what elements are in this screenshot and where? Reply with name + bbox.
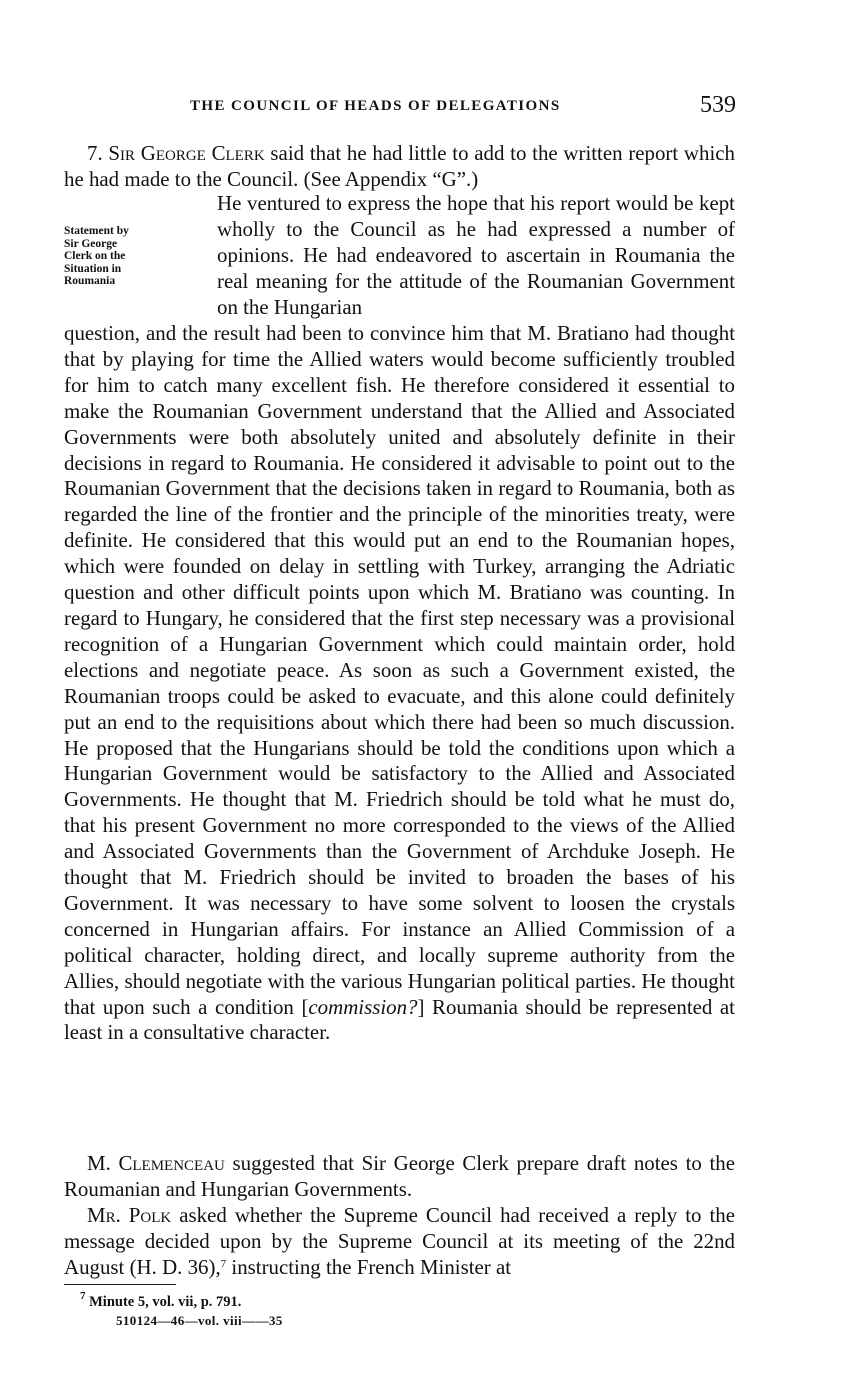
- item-7-body-text: question, and the result had been to convince him that M. Bratiano had thought that by playing for time the Allied waters would become sufficiently troubled for him to catch many excellent fish. He therefore considered it essential to make the Roumanian Government understand that the Allied and Associated Governments were both absolutely united and absolutely definite in their decisions in regard to Roumania. He considered it advisable to point out to the Roumanian Government that the decisions taken in regard to Roumania, both as regarded the line of the frontier and the principle of the minorities treaty, were definite. He considered that this would put an end to the Roumanian hopes, which were founded on delay in settling with Turkey, arranging the Adriatic question and other difficult points upon which M. Bratiano was counting. In regard to Hungary, he considered that the first step necessary was a provisional recognition of a Hungarian Government which could maintain order, hold elections and negotiate peace. As soon as such a Government existed, the Roumanian troops could be asked to evacuate, and this alone could definitely put an end to the requisitions about which there had been so much discussion. He proposed that the Hungarians should be told the conditions upon which a Hungarian Government would be satisfactory to the Allied and Associated Governments. He thought that M. Friedrich should be told what he must do, that his present Government no more corresponded to the views of the Allied and Associated Governments than the Government of Archduke Joseph. He thought that M. Friedrich should be invited to broaden the bases of his Government. It was necessary to have some solvent to loosen the crystals concerned in Hungarian affairs. For instance an Allied Commission of a political character, holding direct, and locally supreme authority from the Allies, should negotiate with the various Hungarian political parties. He thought that upon such a condition [: [64, 321, 735, 1019]
- speaker-polk: Mr. Polk: [87, 1203, 172, 1227]
- footnote-text: Minute 5, vol. vii, p. 791.: [85, 1294, 242, 1310]
- speaker-clemenceau: M. Clemenceau: [87, 1151, 225, 1175]
- footnote-rule: [64, 1284, 176, 1285]
- printer-imprint: 510124—46—vol. viii——35: [116, 1313, 283, 1328]
- item-7-body: [64, 321, 735, 1046]
- bracketed-commission: commission?: [308, 994, 418, 1019]
- footnote-reference: 7: [220, 1257, 227, 1270]
- polk-text-end: instructing the French Minister at: [226, 1254, 512, 1279]
- footnote: [80, 1290, 242, 1311]
- polk-paragraph: [64, 1203, 735, 1281]
- sidenote-line: Roumania: [64, 275, 116, 288]
- item-7-wrapped-text: He ventured to express the hope that his report would be kept wholly to the Council as he had expressed a number of opinions. He had endeavored to ascertain in Roumania the real meaning for the attitude of the Roumanian Government on the Hungarian: [217, 191, 735, 319]
- item-number: 7.: [87, 141, 109, 165]
- running-head: [64, 94, 736, 124]
- item-7-opening-text: said that he had little to add to the written report which he had made to the Council. (See Appendix “G”.): [64, 141, 735, 191]
- footnote-marker: 7: [80, 1290, 86, 1302]
- running-title: THE COUNCIL OF HEADS OF DELEGATIONS: [190, 98, 561, 114]
- speaker-sir-george-clerk: Sir George Clerk: [108, 141, 265, 165]
- polk-text: asked whether the Supreme Council had received a reply to the message decided upon by the Supreme Council at its meeting of the 22nd August (H. D. 36),: [64, 1203, 735, 1279]
- item-7-body-end: ] Roumania should be represented at least in a consultative character.: [64, 994, 735, 1045]
- page-number: 539: [700, 92, 736, 118]
- margin-sidenote: [64, 225, 184, 288]
- sidenote-line: Situation in: [64, 262, 122, 275]
- sidenote-line: Clerk on the: [64, 250, 126, 263]
- clemenceau-text: suggested that Sir George Clerk prepare draft notes to the Roumanian and Hungarian Governments.: [64, 1151, 735, 1201]
- clemenceau-paragraph: [64, 1151, 735, 1203]
- sidenote-line: Statement by: [64, 225, 129, 237]
- item-7-opening: [64, 141, 735, 193]
- sidenote-line: Sir George: [64, 237, 118, 250]
